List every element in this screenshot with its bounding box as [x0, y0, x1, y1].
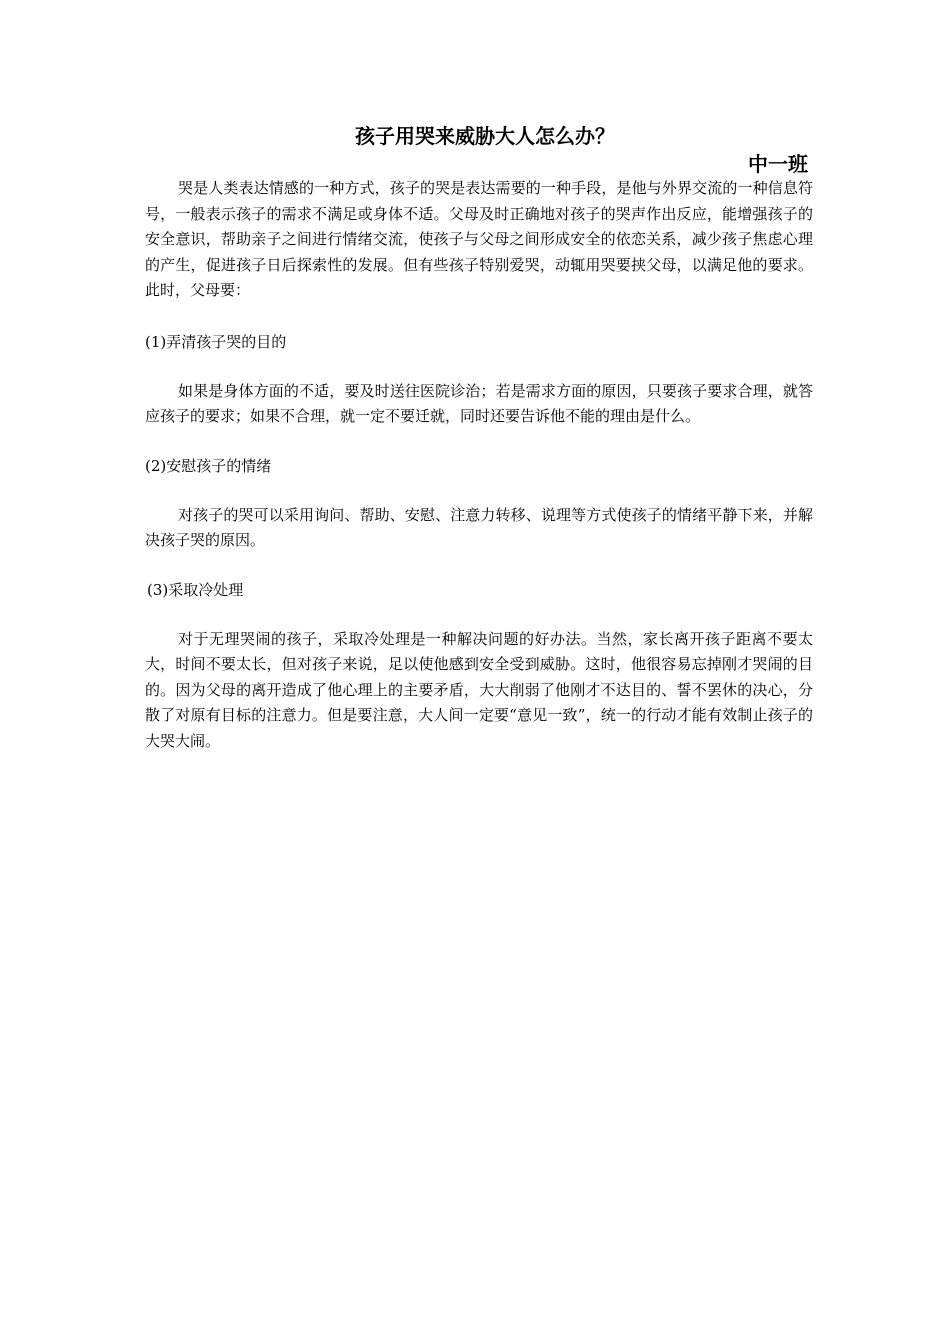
section-body-1: 如果是身体方面的不适，要及时送往医院诊治；若是需求方面的原因，只要孩子要求合理，就答应孩子的要求；如果不合理，就一定不要迁就，同时还要告诉他不能的理由是什么。: [145, 381, 813, 425]
class-label: 中一班: [748, 152, 808, 176]
document-content: [145, 120, 813, 754]
section-heading-1: (1)弄清孩子哭的目的: [145, 332, 287, 351]
intro-paragraph: 哭是人类表达情感的一种方式，孩子的哭是表达需要的一种手段，是他与外界交流的一种信息符号，一般表示孩子的需求不满足或身体不适。父母及时正确地对孩子的哭声作出反应，能增强孩子的安全意识，帮助亲子之间进行情绪交流，使孩子与父母之间形成安全的依恋关系，减少孩子焦虑心理的产生，促进孩子日后探索性的发展。但有些孩子特别爱哭，动辄用哭要挟父母，以满足他的要求。此时，父母要：: [145, 179, 813, 299]
section-heading-3: (3)采取冷处理: [147, 580, 244, 599]
section-body-3: 对于无理哭闹的孩子，采取冷处理是一种解决问题的好办法。当然，家长离开孩子距离不要太大，时间不要太长，但对孩子来说，足以使他感到安全受到威胁。这时，他很容易忘掉刚才哭闹的目的。因为父母的离开造成了他心理上的主要矛盾，大大削弱了他刚才不达目的、誓不罢休的决心，分散了对原有目标的注意力。但是要注意，大人间一定要“意见一致”，统一的行动才能有效制止孩子的大哭大闹。: [145, 629, 813, 750]
section-heading-2: (2)安慰孩子的情绪: [145, 456, 272, 475]
section-body-2: 对孩子的哭可以采用询问、帮助、安慰、注意力转移、说理等方式使孩子的情绪平静下来，并解决孩子哭的原因。: [145, 505, 813, 549]
document-title: 孩子用哭来威胁大人怎么办？: [355, 124, 615, 148]
